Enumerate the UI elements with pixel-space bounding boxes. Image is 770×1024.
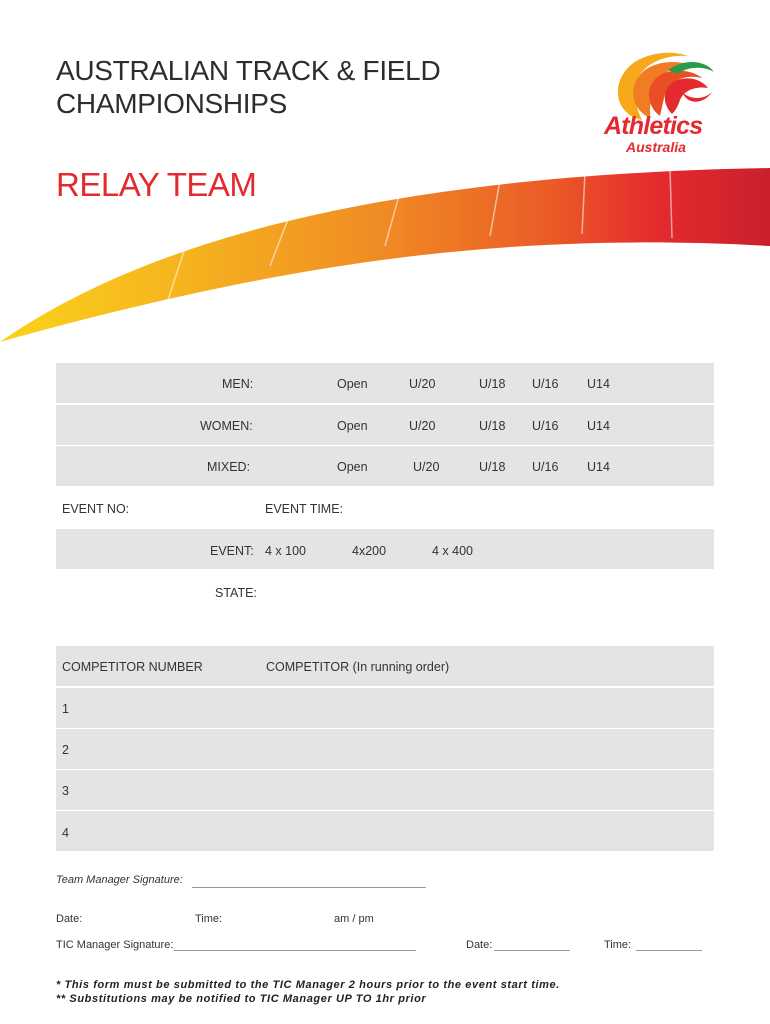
event-option-4x100[interactable]: 4 x 100 [265,544,307,558]
competitor-row-2[interactable] [56,729,714,769]
mixed-option-u16[interactable]: U/16 [532,460,559,474]
women-option-u16[interactable]: U/16 [532,419,559,433]
form-subtitle: RELAY TEAM [56,166,257,203]
men-option-u18[interactable]: U/18 [479,377,506,391]
time-label: Time: [195,913,223,925]
event-no-label: EVENT NO: [62,502,130,516]
mixed-option-u20[interactable]: U/20 [413,460,440,474]
decorative-swoosh [0,0,770,360]
men-label: MEN: [222,377,254,391]
state-label: STATE: [215,586,257,600]
men-option-open[interactable]: Open [337,377,368,391]
mixed-option-open[interactable]: Open [337,460,368,474]
women-option-open[interactable]: Open [337,419,368,433]
event-time-label: EVENT TIME: [265,502,344,516]
title-line-1: AUSTRALIAN TRACK & FIELD [56,55,441,86]
team-manager-signature-line[interactable] [192,887,426,888]
tic-date-label: Date: [466,939,493,951]
title-line-2: CHAMPIONSHIPS [56,88,288,119]
mixed-row [56,446,714,486]
competitor-row-3[interactable] [56,770,714,810]
tic-signature-label: TIC Manager Signature: [56,939,174,951]
mixed-option-u18[interactable]: U/18 [479,460,506,474]
event-label: EVENT: [210,544,254,558]
tic-time-line[interactable] [636,950,702,951]
competitor-row-1[interactable] [56,688,714,728]
ampm-label: am / pm [334,913,374,925]
competitor-row-number: 1 [62,702,69,716]
event-option-4x200[interactable]: 4x200 [352,544,387,558]
mixed-option-u14[interactable]: U14 [587,460,610,474]
women-option-u18[interactable]: U/18 [479,419,506,433]
competitor-row-number: 4 [62,826,69,840]
logo-word-australia: Australia [626,139,686,155]
date-label: Date: [56,913,83,925]
logo-word-athletics: Athletics [604,112,703,140]
women-option-u20[interactable]: U/20 [409,419,436,433]
mixed-label: MIXED: [207,460,251,474]
competitor-row-number: 2 [62,743,69,757]
women-label: WOMEN: [200,419,253,433]
note-submission: * This form must be submitted to the TIC Manager 2 hours prior to the event start time. [56,979,560,991]
competitor-row-number: 3 [62,784,69,798]
competitor-name-header: COMPETITOR (In running order) [266,660,450,674]
competitor-number-header: COMPETITOR NUMBER [62,660,203,674]
women-option-u14[interactable]: U14 [587,419,610,433]
competitor-row-4[interactable] [56,811,714,851]
men-row [56,363,714,403]
tic-signature-line[interactable] [174,950,416,951]
team-manager-signature-label: Team Manager Signature: [56,874,183,886]
women-row [56,405,714,445]
men-option-u14[interactable]: U14 [587,377,610,391]
tic-date-line[interactable] [494,950,570,951]
men-option-u20[interactable]: U/20 [409,377,436,391]
men-option-u16[interactable]: U/16 [532,377,559,391]
tic-time-label: Time: [604,939,632,951]
note-substitutions: ** Substitutions may be notified to TIC Manager UP TO 1hr prior [56,993,427,1005]
event-option-4x400[interactable]: 4 x 400 [432,544,474,558]
